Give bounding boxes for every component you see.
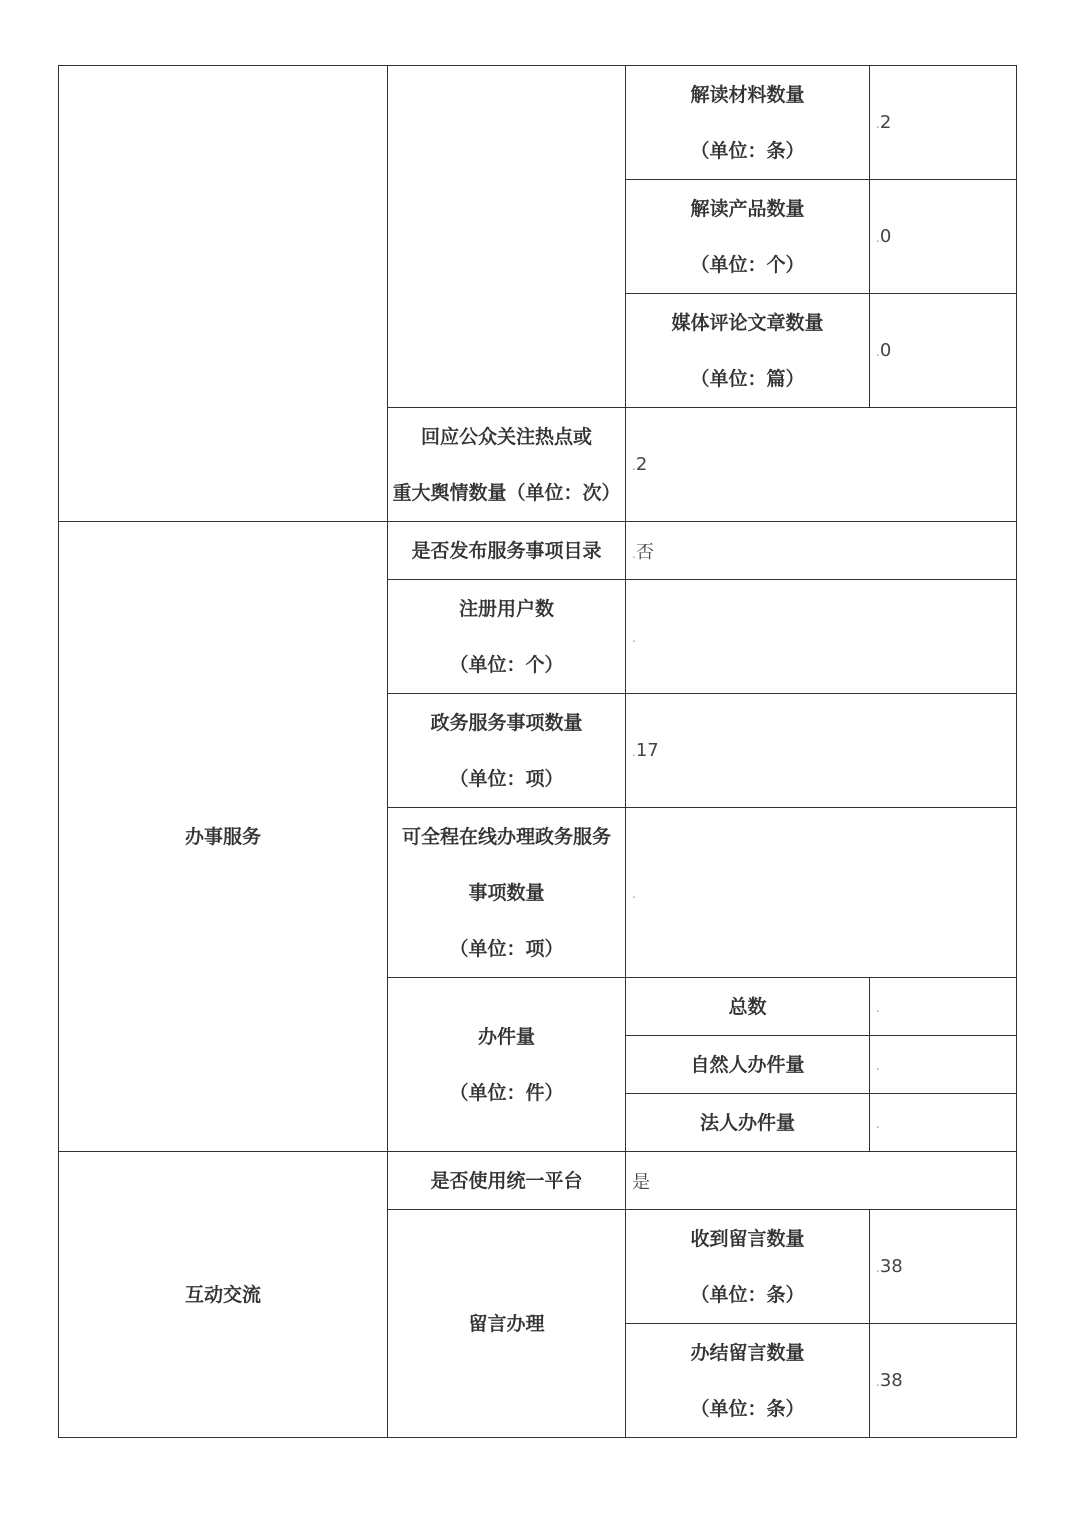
volume-total-value [870, 978, 1017, 1036]
catalog-label: 是否发布服务事项目录 [388, 522, 626, 580]
products-label: 解读产品数量 （单位：个） [626, 180, 870, 294]
catalog-value: . 否 [626, 522, 1017, 580]
items-value: .17 [626, 694, 1017, 808]
response-value: .2 [626, 408, 1017, 522]
materials-value: .2 [870, 66, 1017, 180]
online-label: 可全程在线办理政务服务 事项数量 （单位：项） [388, 808, 626, 978]
response-label: 回应公众关注热点或 重大舆情数量（单位：次） [388, 408, 626, 522]
services-section: 办事服务 [59, 522, 388, 1152]
media-label: 媒体评论文章数量 （单位：篇） [626, 294, 870, 408]
empty-subsection-cell [388, 66, 626, 408]
gov-info-table [58, 65, 1017, 1438]
volume-legal-value [870, 1094, 1017, 1152]
online-value [626, 808, 1017, 978]
resolved-value: .38 [870, 1324, 1017, 1438]
interaction-section: 互动交流 [59, 1152, 388, 1438]
volume-label: 办件量 （单位：件） [388, 978, 626, 1152]
users-value [626, 580, 1017, 694]
users-label: 注册用户数 （单位：个） [388, 580, 626, 694]
empty-section-cell [59, 66, 388, 522]
materials-label: 解读材料数量 （单位：条） [626, 66, 870, 180]
items-label: 政务服务事项数量 （单位：项） [388, 694, 626, 808]
volume-natural-label: 自然人办件量 [626, 1036, 870, 1094]
received-value: .38 [870, 1210, 1017, 1324]
volume-total-label: 总数 [626, 978, 870, 1036]
volume-legal-label: 法人办件量 [626, 1094, 870, 1152]
products-value: .0 [870, 180, 1017, 294]
messages-label: 留言办理 [388, 1210, 626, 1438]
media-value: .0 [870, 294, 1017, 408]
platform-value: 是 [626, 1152, 1017, 1210]
received-label: 收到留言数量 （单位：条） [626, 1210, 870, 1324]
volume-natural-value [870, 1036, 1017, 1094]
platform-label: 是否使用统一平台 [388, 1152, 626, 1210]
resolved-label: 办结留言数量 （单位：条） [626, 1324, 870, 1438]
